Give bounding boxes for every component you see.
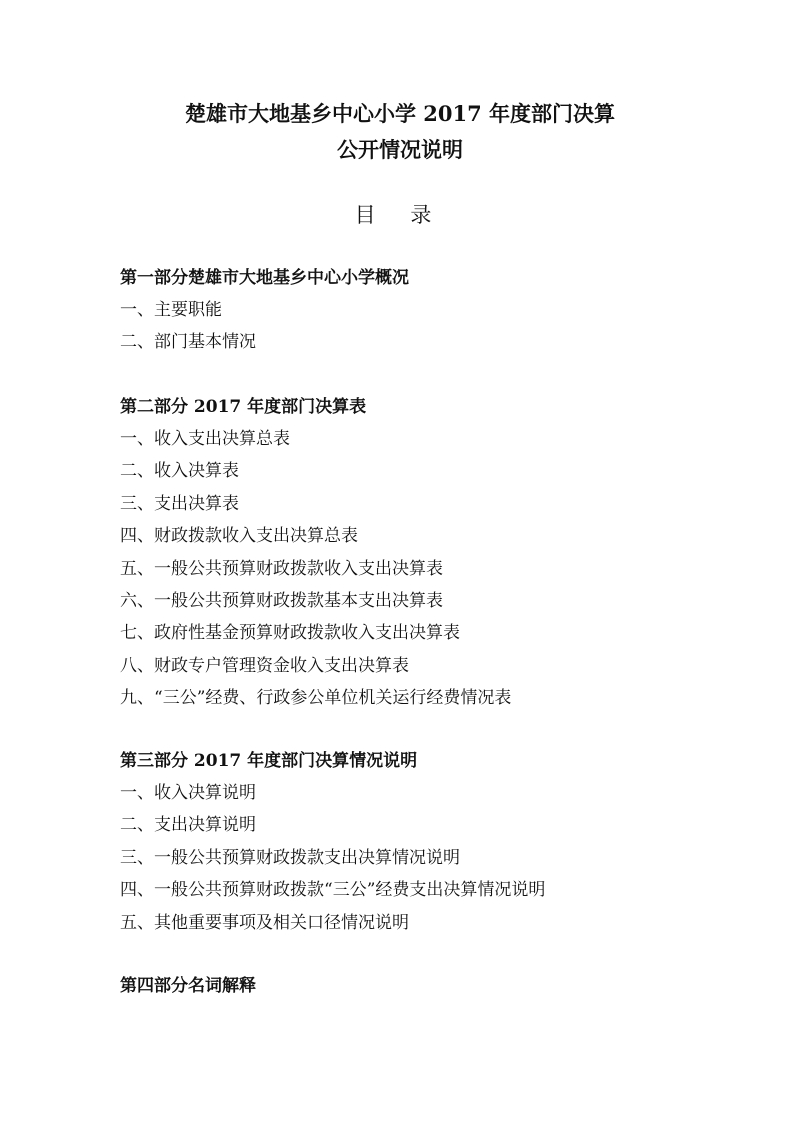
toc-item: 七、政府性基金预算财政拨款收入支出决算表 — [120, 623, 460, 644]
toc-item: 四、财政拨款收入支出决算总表 — [120, 526, 358, 547]
toc-title: 目 录 — [354, 203, 446, 227]
toc-item: 一、收入支出决算总表 — [120, 429, 290, 449]
toc-item: 四、一般公共预算财政拨款“三公”经费支出决算情况说明 — [120, 880, 546, 901]
toc-section-part-4 — [120, 970, 720, 1002]
toc-section-part-2 — [120, 391, 720, 715]
toc-item: 五、其他重要事项及相关口径情况说明 — [120, 912, 409, 933]
toc-item: 八、财政专户管理资金收入支出决算表 — [120, 655, 409, 676]
section-heading: 第一部分楚雄市大地基乡中心小学概况 — [120, 268, 409, 288]
section-heading: 第二部分 2017 年度部门决算表 — [120, 397, 367, 417]
toc-item: 二、支出决算说明 — [120, 815, 256, 836]
toc-item: 三、支出决算表 — [120, 493, 239, 514]
toc-item: 一、主要职能 — [120, 300, 222, 320]
toc-item: 九、“三公”经费、行政参公单位机关运行经费情况表 — [120, 688, 512, 709]
section-heading: 第四部分名词解释 — [120, 976, 256, 996]
title-line-1: 楚雄市大地基乡中心小学 2017 年度部门决算 — [184, 101, 616, 126]
toc-item: 二、收入决算表 — [120, 461, 239, 482]
toc-item: 一、收入决算说明 — [120, 783, 256, 803]
toc-item: 三、一般公共预算财政拨款支出决算情况说明 — [120, 847, 460, 868]
toc-item: 二、部门基本情况 — [120, 332, 256, 353]
toc-section-part-1 — [120, 262, 720, 359]
title-line-2: 公开情况说明 — [337, 137, 463, 162]
toc-item: 五、一般公共预算财政拨款收入支出决算表 — [120, 558, 443, 579]
toc-item: 六、一般公共预算财政拨款基本支出决算表 — [120, 590, 443, 611]
section-heading: 第三部分 2017 年度部门决算情况说明 — [120, 751, 418, 771]
document-title — [0, 96, 800, 168]
toc-section-part-3 — [120, 745, 720, 939]
